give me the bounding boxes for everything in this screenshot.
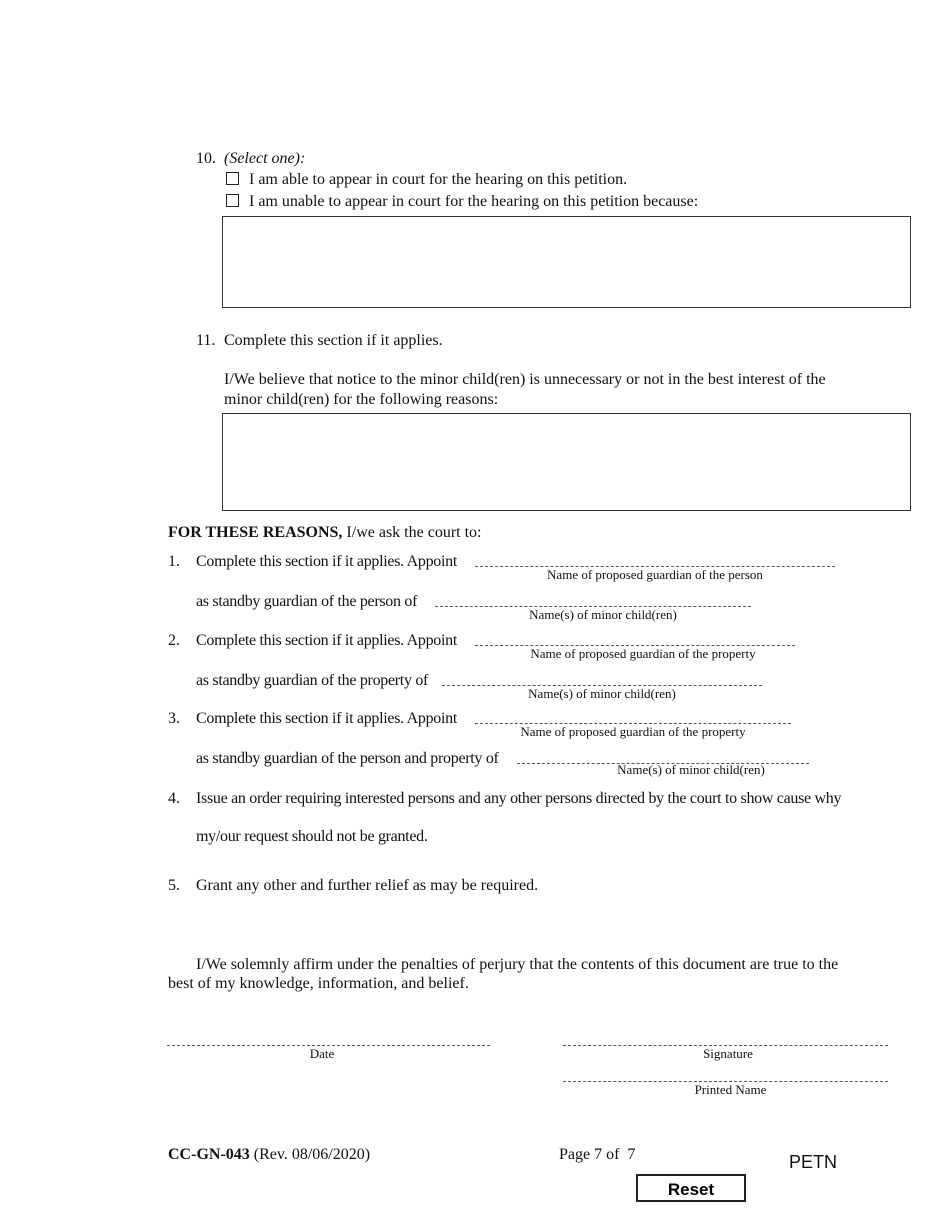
reasons-bold-lead: FOR THESE REASONS, <box>168 524 343 541</box>
petn-label: PETN <box>789 1152 838 1172</box>
printed-name-caption: Printed Name <box>694 1082 767 1097</box>
request-2-child-caption: Name(s) of minor child(ren) <box>528 686 676 701</box>
request-3-child-caption: Name(s) of minor child(ren) <box>617 762 765 777</box>
request-1-guardian-caption: Name of proposed guardian of the person <box>547 567 763 582</box>
notice-reasons-textarea[interactable] <box>222 413 911 511</box>
able-checkbox[interactable] <box>226 172 239 185</box>
request-1-as-text: as standby guardian of the person of <box>196 593 418 610</box>
signature-caption: Signature <box>703 1046 753 1061</box>
request-3-as-text: as standby guardian of the person and property of <box>196 750 499 767</box>
request-5-text: Grant any other and further relief as may be required. <box>196 877 539 894</box>
item-10-number: 10. <box>196 150 216 167</box>
form-code: CC-GN-043 <box>168 1146 250 1163</box>
request-2-appoint-text: Complete this section if it applies. Appoint <box>196 632 457 649</box>
request-2-as-text: as standby guardian of the property of <box>196 672 429 689</box>
item-11-number: 11. <box>196 332 216 349</box>
affirmation-line2: best of my knowledge, information, and belief. <box>168 975 469 992</box>
item-10-select-label: (Select one): <box>224 150 306 167</box>
request-4-number: 4. <box>168 790 180 807</box>
form-revision: (Rev. 08/06/2020) <box>249 1146 371 1163</box>
page-number: Page 7 of 7 <box>559 1146 636 1163</box>
request-1-appoint-text: Complete this section if it applies. Appoint <box>196 553 457 570</box>
item-11-paragraph-line2: minor child(ren) for the following reasons: <box>224 391 499 408</box>
request-2-guardian-caption: Name of proposed guardian of the property <box>530 646 756 661</box>
request-5-number: 5. <box>168 877 180 894</box>
request-2-number: 2. <box>168 632 180 649</box>
request-1-child-caption: Name(s) of minor child(ren) <box>529 607 677 622</box>
form-id <box>168 1145 370 1165</box>
reasons-rest: I/we ask the court to: <box>342 524 482 541</box>
request-3-appoint-text: Complete this section if it applies. Appoint <box>196 710 457 727</box>
request-1-number: 1. <box>168 553 180 570</box>
request-4-line1: Issue an order requiring interested persons and any other persons directed by the court to show cause why <box>196 790 842 807</box>
unable-checkbox[interactable] <box>226 194 239 207</box>
reset-button[interactable]: Reset <box>636 1174 746 1202</box>
request-3-number: 3. <box>168 710 180 727</box>
option-unable-label: I am unable to appear in court for the hearing on this petition because: <box>249 193 699 210</box>
unable-reason-textarea[interactable] <box>222 216 911 308</box>
date-caption: Date <box>309 1046 335 1061</box>
reasons-heading <box>168 523 482 543</box>
item-11-heading: Complete this section if it applies. <box>224 332 443 349</box>
option-able-label: I am able to appear in court for the hearing on this petition. <box>249 171 628 188</box>
item-11-paragraph-line1: I/We believe that notice to the minor child(ren) is unnecessary or not in the best interest of the <box>224 371 826 388</box>
request-3-guardian-caption: Name of proposed guardian of the property <box>520 724 746 739</box>
option-unable-row[interactable] <box>226 192 698 212</box>
option-able-row[interactable] <box>226 170 627 190</box>
request-4-line2: my/our request should not be granted. <box>196 828 428 845</box>
affirmation-line1: I/We solemnly affirm under the penalties of perjury that the contents of this document are true to the <box>196 956 839 973</box>
